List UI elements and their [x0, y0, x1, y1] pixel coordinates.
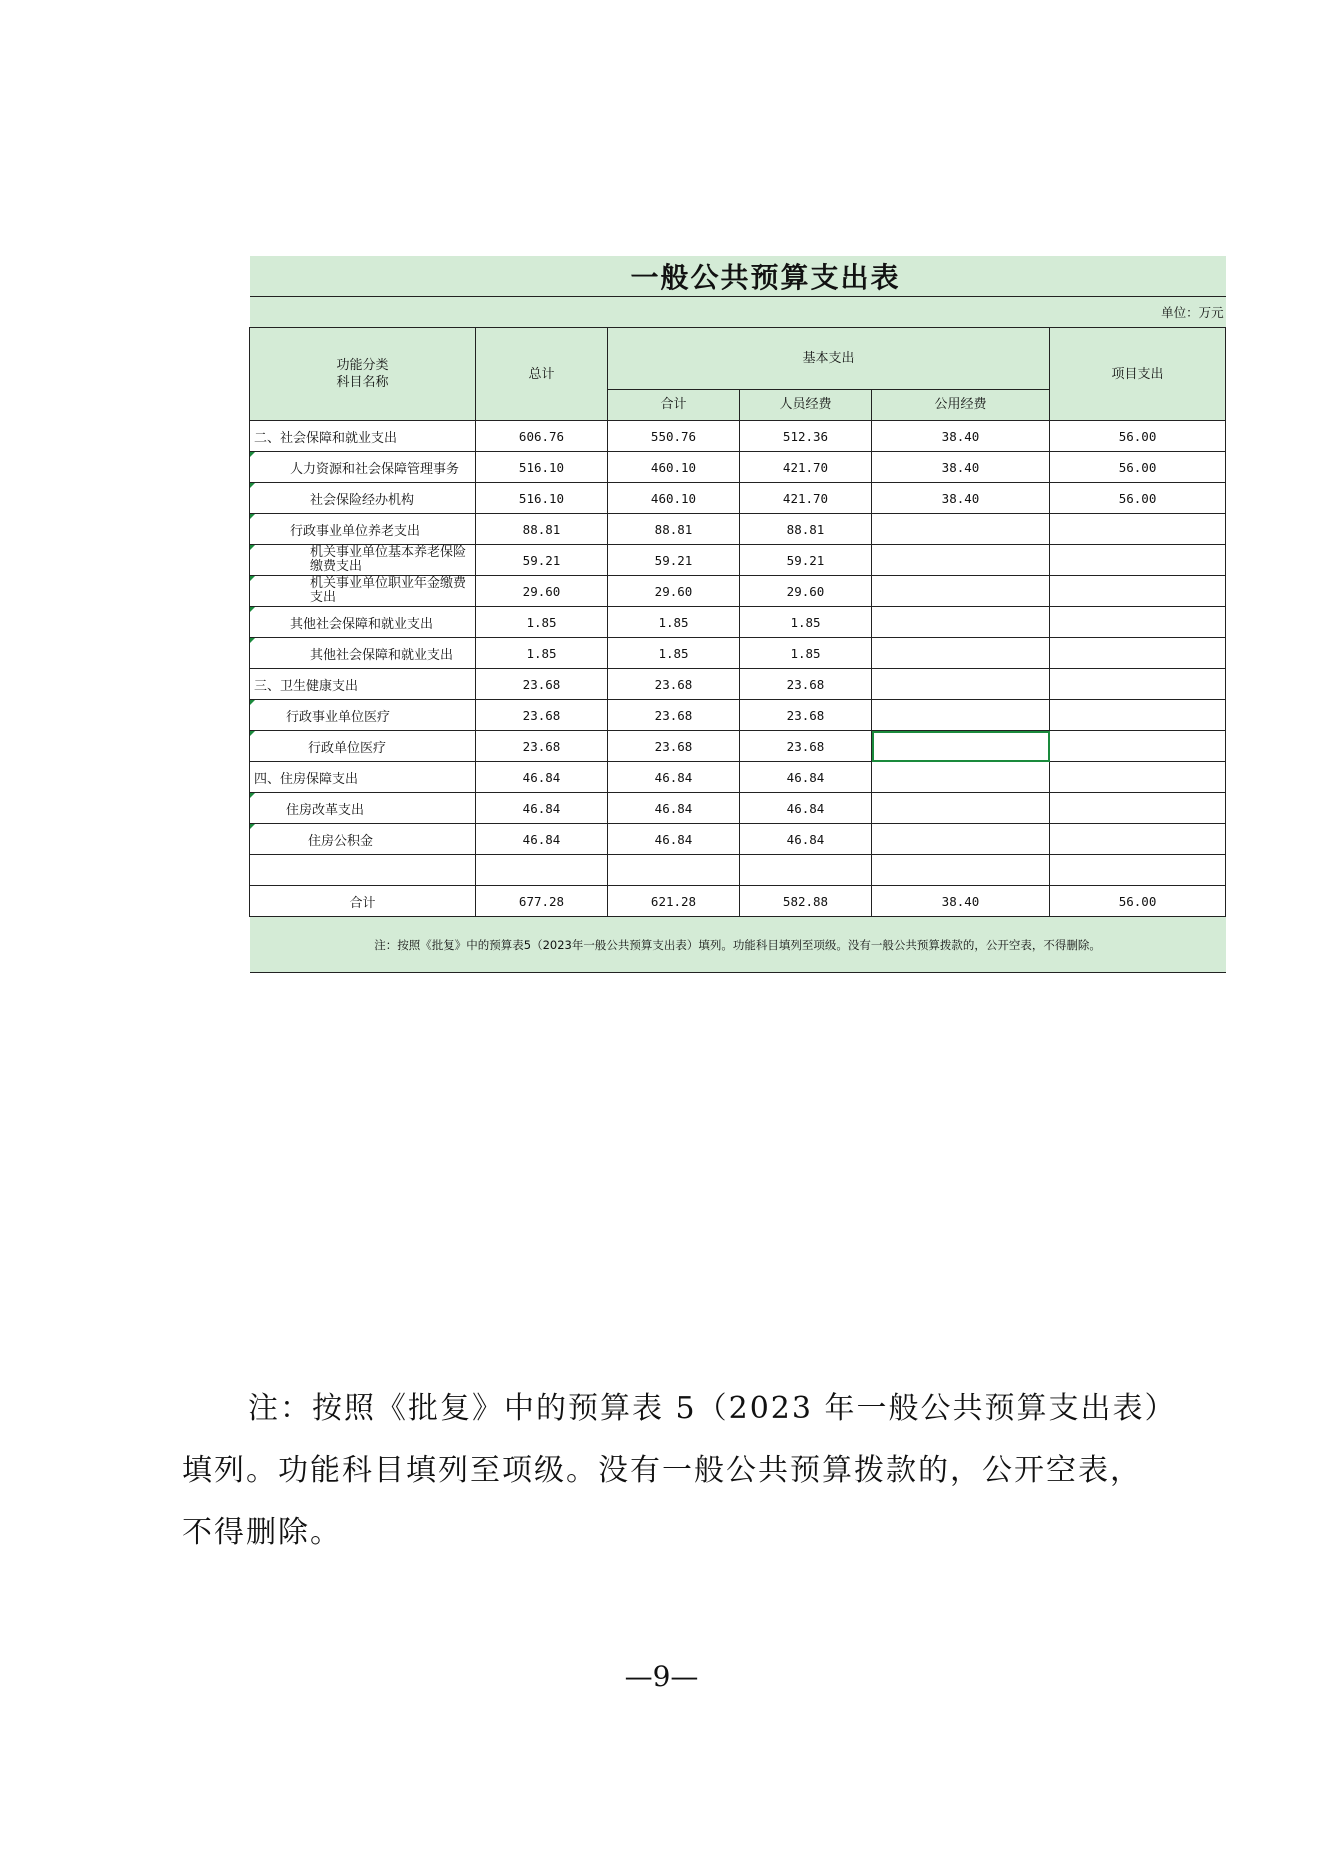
row-public[interactable]: [872, 855, 1050, 886]
row-basic-sum[interactable]: 23.68: [608, 700, 740, 731]
row-total[interactable]: 29.60: [476, 576, 608, 607]
row-project[interactable]: [1050, 762, 1226, 793]
row-project[interactable]: 56.00: [1050, 483, 1226, 514]
row-personnel[interactable]: 23.68: [740, 669, 872, 700]
row-basic-sum[interactable]: 460.10: [608, 483, 740, 514]
header-total: 总计: [476, 328, 608, 421]
row-total[interactable]: 23.68: [476, 669, 608, 700]
row-basic-sum[interactable]: 23.68: [608, 669, 740, 700]
unit-label: 单位：万元: [250, 297, 1226, 328]
row-basic-sum[interactable]: 46.84: [608, 824, 740, 855]
row-name[interactable]: 人力资源和社会保障管理事务: [250, 452, 476, 483]
selected-cell[interactable]: [872, 731, 1050, 762]
totals-personnel[interactable]: 582.88: [740, 886, 872, 917]
header-personnel: 人员经费: [740, 389, 872, 420]
totals-public[interactable]: 38.40: [872, 886, 1050, 917]
table-row: [250, 607, 1226, 638]
row-basic-sum[interactable]: 88.81: [608, 514, 740, 545]
row-public[interactable]: [872, 545, 1050, 576]
row-total[interactable]: 23.68: [476, 731, 608, 762]
row-public[interactable]: 38.40: [872, 421, 1050, 452]
page-number: —9—: [624, 1660, 699, 1693]
row-personnel[interactable]: 46.84: [740, 793, 872, 824]
header-category: [250, 328, 476, 421]
table-title: 一般公共预算支出表: [250, 256, 1226, 297]
row-public[interactable]: [872, 638, 1050, 669]
totals-project[interactable]: 56.00: [1050, 886, 1226, 917]
row-project[interactable]: [1050, 545, 1226, 576]
table-row: [250, 421, 1226, 452]
row-project[interactable]: [1050, 731, 1226, 762]
table-row: [250, 576, 1226, 607]
table-row: [250, 762, 1226, 793]
row-total[interactable]: 46.84: [476, 762, 608, 793]
row-total[interactable]: [476, 855, 608, 886]
row-basic-sum[interactable]: 1.85: [608, 607, 740, 638]
row-total[interactable]: 606.76: [476, 421, 608, 452]
row-public[interactable]: [872, 576, 1050, 607]
row-total[interactable]: 23.68: [476, 700, 608, 731]
row-basic-sum[interactable]: 1.85: [608, 638, 740, 669]
header-category-line1: 功能分类: [336, 358, 389, 373]
row-public[interactable]: [872, 669, 1050, 700]
row-personnel[interactable]: 46.84: [740, 824, 872, 855]
row-personnel[interactable]: 23.68: [740, 731, 872, 762]
row-total[interactable]: 516.10: [476, 483, 608, 514]
footnote: 注：按照《批复》中的预算表 5（2023 年一般公共预算支出表）填列。功能科目填列至项级。没有一般公共预算拨款的，公开空表，不得删除。: [182, 1391, 1162, 1550]
row-total[interactable]: 516.10: [476, 452, 608, 483]
row-total[interactable]: 1.85: [476, 607, 608, 638]
budget-expenditure-table: [249, 256, 1226, 973]
row-public[interactable]: [872, 607, 1050, 638]
row-personnel[interactable]: 421.70: [740, 452, 872, 483]
row-personnel[interactable]: 23.68: [740, 700, 872, 731]
totals-basic-sum[interactable]: 621.28: [608, 886, 740, 917]
row-personnel[interactable]: 421.70: [740, 483, 872, 514]
row-personnel[interactable]: 46.84: [740, 762, 872, 793]
table-row: [250, 793, 1226, 824]
header-basic: 基本支出: [608, 328, 1050, 390]
header-category-line2: 科目名称: [336, 375, 389, 390]
row-project[interactable]: [1050, 700, 1226, 731]
totals-total[interactable]: 677.28: [476, 886, 608, 917]
row-name[interactable]: 社会保险经办机构: [250, 483, 476, 514]
row-basic-sum[interactable]: 460.10: [608, 452, 740, 483]
row-name[interactable]: 住房改革支出: [250, 793, 476, 824]
row-basic-sum[interactable]: 59.21: [608, 545, 740, 576]
table-row: [250, 855, 1226, 886]
row-total[interactable]: 88.81: [476, 514, 608, 545]
row-basic-sum[interactable]: 550.76: [608, 421, 740, 452]
row-project[interactable]: [1050, 576, 1226, 607]
row-basic-sum[interactable]: 29.60: [608, 576, 740, 607]
row-total[interactable]: 46.84: [476, 793, 608, 824]
row-basic-sum[interactable]: 23.68: [608, 731, 740, 762]
row-personnel[interactable]: [740, 855, 872, 886]
table-note: 注：按照《批复》中的预算表5（2023年一般公共预算支出表）填列。功能科目填列至项级。没有一般公共预算拨款的，公开空表，不得删除。: [250, 917, 1226, 973]
row-name[interactable]: 行政事业单位养老支出: [250, 514, 476, 545]
row-name[interactable]: 机关事业单位职业年金缴费支出: [250, 576, 476, 607]
row-personnel[interactable]: 1.85: [740, 607, 872, 638]
row-project[interactable]: [1050, 793, 1226, 824]
row-name[interactable]: 行政事业单位医疗: [250, 700, 476, 731]
row-project[interactable]: [1050, 607, 1226, 638]
row-total[interactable]: 59.21: [476, 545, 608, 576]
row-personnel[interactable]: 29.60: [740, 576, 872, 607]
row-public[interactable]: [872, 762, 1050, 793]
row-name[interactable]: 二、社会保障和就业支出: [250, 421, 476, 452]
row-personnel[interactable]: 512.36: [740, 421, 872, 452]
table-row: [250, 731, 1226, 762]
totals-label[interactable]: 合计: [250, 886, 476, 917]
table-row: [250, 545, 1226, 576]
table-row: [250, 700, 1226, 731]
row-name[interactable]: 住房公积金: [250, 824, 476, 855]
row-project[interactable]: [1050, 824, 1226, 855]
row-total[interactable]: 46.84: [476, 824, 608, 855]
totals-row: [250, 886, 1226, 917]
row-public[interactable]: [872, 793, 1050, 824]
row-basic-sum[interactable]: [608, 855, 740, 886]
table-row: [250, 514, 1226, 545]
row-name[interactable]: 机关事业单位基本养老保险缴费支出: [250, 545, 476, 576]
header-public: 公用经费: [872, 389, 1050, 420]
row-project[interactable]: [1050, 855, 1226, 886]
table-body: [250, 421, 1226, 886]
table-row: [250, 669, 1226, 700]
table-row: [250, 483, 1226, 514]
row-public[interactable]: 38.40: [872, 483, 1050, 514]
row-project[interactable]: [1050, 638, 1226, 669]
row-public[interactable]: 38.40: [872, 452, 1050, 483]
row-name[interactable]: 三、卫生健康支出: [250, 669, 476, 700]
row-total[interactable]: 1.85: [476, 638, 608, 669]
header-basic-sum: 合计: [608, 389, 740, 420]
row-personnel[interactable]: 59.21: [740, 545, 872, 576]
row-public[interactable]: [872, 824, 1050, 855]
row-name[interactable]: 其他社会保障和就业支出: [250, 607, 476, 638]
row-personnel[interactable]: 88.81: [740, 514, 872, 545]
row-project[interactable]: [1050, 514, 1226, 545]
header-project: 项目支出: [1050, 328, 1226, 421]
row-basic-sum[interactable]: 46.84: [608, 793, 740, 824]
row-personnel[interactable]: 1.85: [740, 638, 872, 669]
row-public[interactable]: [872, 514, 1050, 545]
row-project[interactable]: 56.00: [1050, 421, 1226, 452]
row-name[interactable]: 其他社会保障和就业支出: [250, 638, 476, 669]
row-public[interactable]: [872, 700, 1050, 731]
row-project[interactable]: 56.00: [1050, 452, 1226, 483]
table-row: [250, 824, 1226, 855]
row-name[interactable]: [250, 855, 476, 886]
table-row: [250, 638, 1226, 669]
row-basic-sum[interactable]: 46.84: [608, 762, 740, 793]
row-name[interactable]: 四、住房保障支出: [250, 762, 476, 793]
row-project[interactable]: [1050, 669, 1226, 700]
table-row: [250, 452, 1226, 483]
row-name[interactable]: 行政单位医疗: [250, 731, 476, 762]
